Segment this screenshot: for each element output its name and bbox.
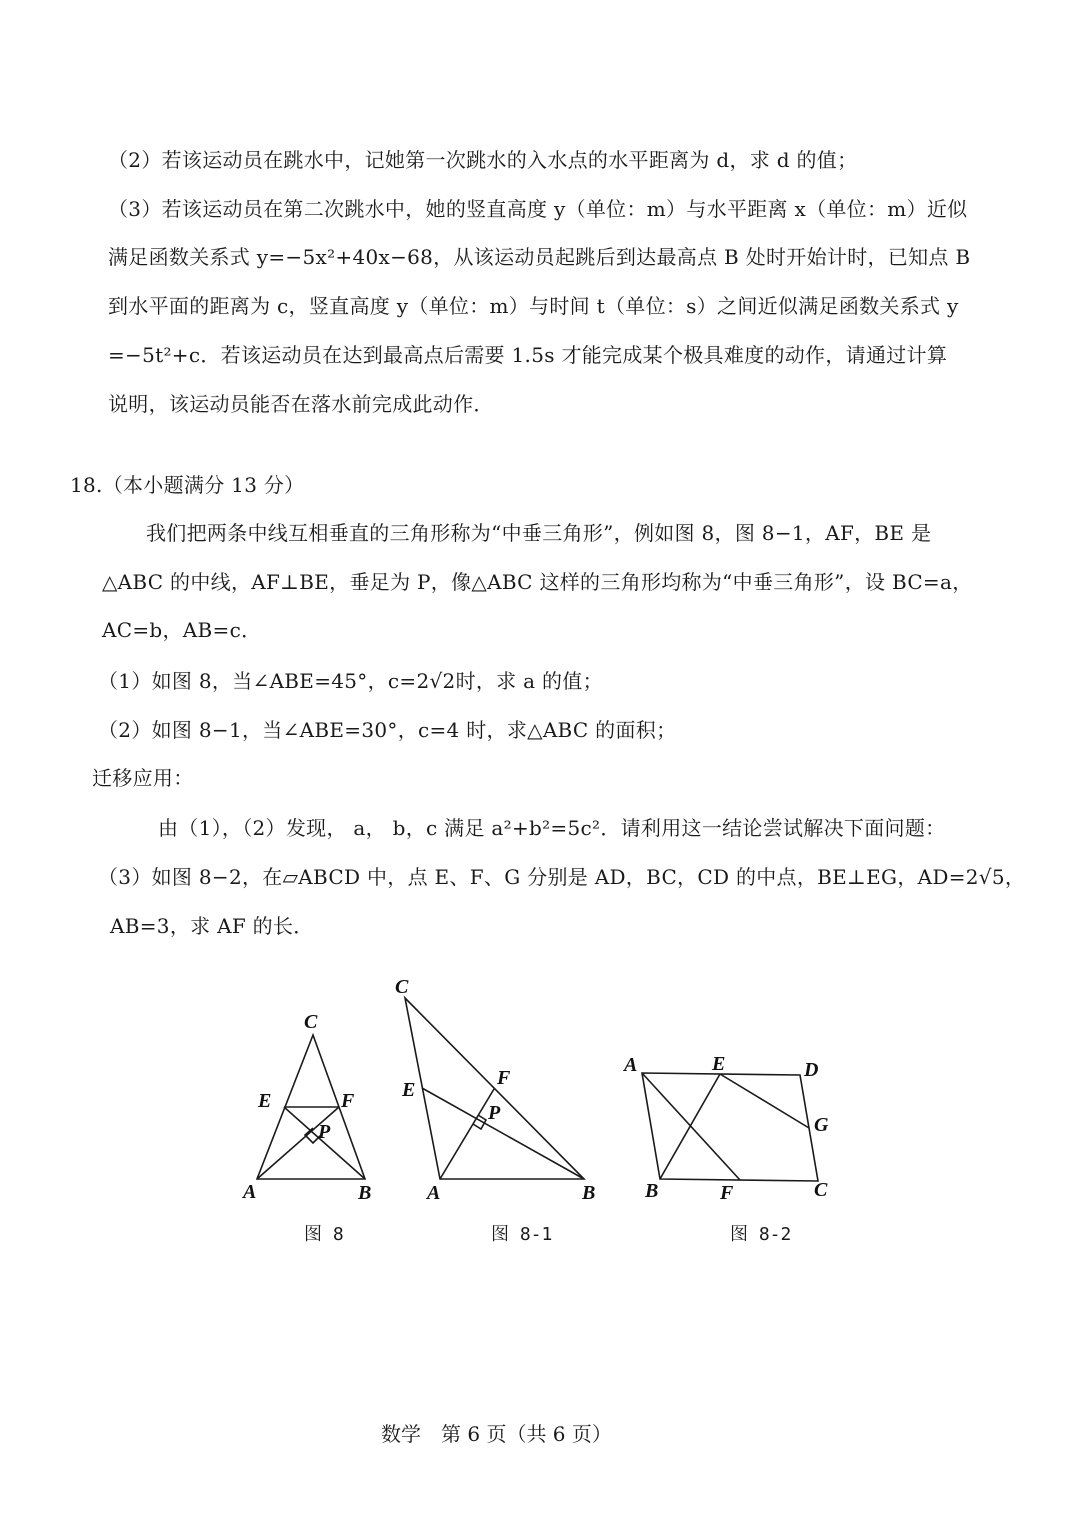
fig8-caption: 图 8 [304,1224,344,1245]
fig81-label-e: E [402,1079,416,1101]
fig81-label-b: B [582,1182,596,1204]
fig82-label-e: E [712,1053,726,1075]
q17-part3-line2: 满足函数关系式 y=−5x²+40x−68，从该运动员起跳后到达最高点 B 处时开始计时，已知点 B [108,245,971,269]
q18-header: 18.（本小题满分 13 分） [70,473,305,497]
fig82-caption: 图 8-2 [730,1224,792,1245]
q17-part3-line4: =−5t²+c．若该运动员在达到最高点后需要 1.5s 才能完成某个极具难度的动作，请通过计算 [108,343,948,367]
fig81-caption: 图 8-1 [491,1224,553,1245]
fig82-label-f: F [720,1182,734,1204]
fig82-label-c: C [814,1179,828,1201]
q18-part3-line2: AB=3，求 AF 的长． [110,914,314,938]
fig82-label-d: D [804,1059,819,1081]
fig81-label-c: C [395,976,409,998]
fig8-label-a: A [243,1181,257,1203]
fig8-median-af [257,1107,339,1179]
fig81-label-f: F [497,1067,511,1089]
q17-part2: （2）若该运动员在跳水中，记她第一次跳水的入水点的水平距离为 d，求 d 的值； [108,148,858,172]
fig81-median-be [422,1088,584,1179]
q17-part3-line1: （3）若该运动员在第二次跳水中，她的竖直高度 y（单位：m）与水平距离 x（单位：m）近似 [108,197,968,221]
q18-part1: （1）如图 8，当∠ABE=45°，c=2√2时，求 a 的值； [98,669,603,693]
q18-part3-line1: （3）如图 8−2，在▱ABCD 中，点 E、F、G 分别是 AD，BC，CD 的中点，BE⊥EG，AD=2√5， [98,865,1026,889]
q18-intro-line2: △ABC 的中线，AF⊥BE，垂足为 P，像△ABC 这样的三角形均称为“中垂三角形”，设 BC=a， [102,570,973,594]
q18-intro-line3: AC=b，AB=c． [102,618,262,642]
fig81-triangle-abc [405,998,584,1179]
figure-8 [241,1011,371,1204]
q18-part2: （2）如图 8−1，当∠ABE=30°，c=4 时，求△ABC 的面积； [98,718,677,742]
q17-part3-line5: 说明，该运动员能否在落水前完成此动作． [108,392,494,416]
fig82-segment-eg [720,1074,809,1128]
q18-transfer-heading: 迁移应用： [92,766,194,790]
figure-8-2 [622,1053,829,1204]
fig81-label-p: P [488,1102,501,1124]
fig8-label-c: C [304,1011,318,1033]
q18-intro-line1: 我们把两条中线互相垂直的三角形称为“中垂三角形”，例如图 8，图 8−1，AF，BE 是 [146,521,932,545]
fig82-label-a: A [624,1054,638,1076]
q18-finding: 由（1），（2）发现， a， b，c 满足 a²+b²=5c²．请利用这一结论尝试解决下面问题： [158,816,946,840]
fig82-label-b: B [645,1180,659,1202]
figure-8-1 [395,976,595,1204]
fig8-label-f: F [341,1090,355,1112]
fig8-label-e: E [258,1090,272,1112]
fig8-label-b: B [358,1182,372,1204]
page-footer: 数学 第 6 页（共 6 页） [381,1422,612,1446]
fig81-label-a: A [427,1182,441,1204]
fig82-label-g: G [814,1114,829,1136]
fig8-label-p: P [318,1121,331,1143]
q17-part3-line3: 到水平面的距离为 c，竖直高度 y（单位：m）与时间 t（单位：s）之间近似满足函数关系式 y [108,294,959,318]
